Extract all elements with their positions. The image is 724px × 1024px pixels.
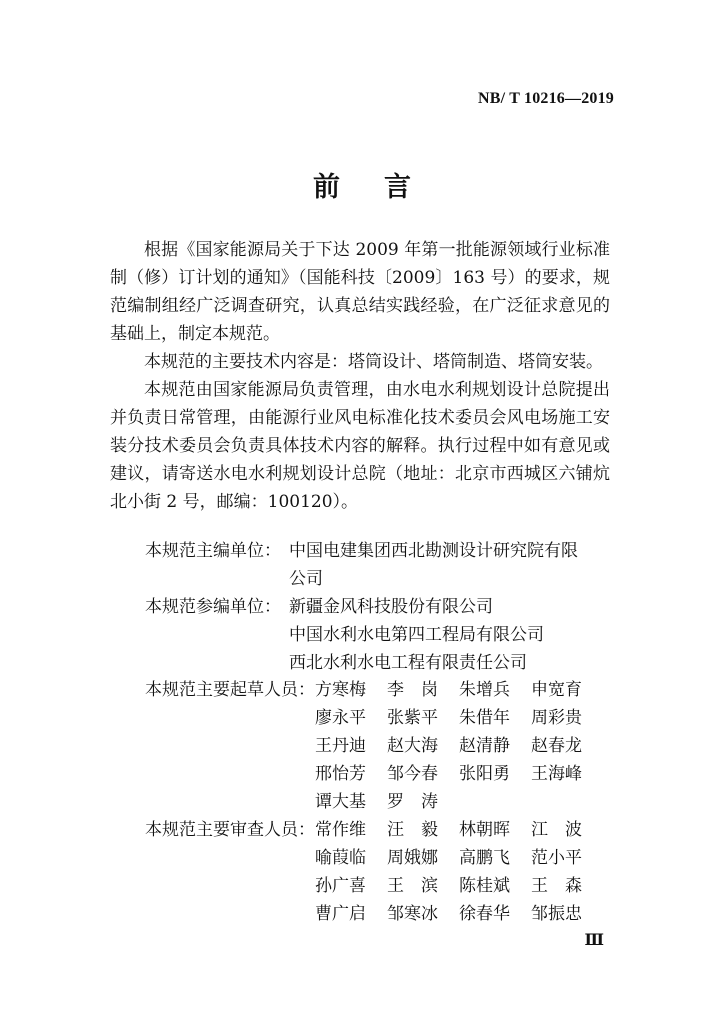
person-name: 张阳勇: [459, 764, 510, 784]
drafters-label: 本规范主要起草人员：: [145, 680, 315, 700]
person-name: 王 森: [531, 876, 582, 896]
person-name: 朱增兵: [459, 680, 510, 700]
person-name: 曹广启: [315, 904, 366, 924]
participating-unit-line: 西北水利水电工程有限责任公司: [289, 653, 527, 673]
person-name: 王海峰: [531, 764, 582, 784]
person-name: 汪 毅: [387, 820, 438, 840]
chief-unit-values: [289, 537, 619, 593]
chief-unit-label: 本规范主编单位：: [145, 541, 281, 561]
person-name: 邢怡芳: [315, 764, 366, 784]
person-name: 申宽育: [531, 680, 582, 700]
reviewers-label: 本规范主要审查人员：: [145, 820, 315, 840]
person-name: 陈桂斌: [459, 876, 510, 896]
page-number: Ⅲ: [584, 930, 604, 949]
person-name: 周彩贵: [531, 708, 582, 728]
person-name: 张紫平: [387, 708, 438, 728]
person-name: 李 岗: [387, 680, 438, 700]
person-name: 江 波: [531, 820, 582, 840]
participating-units-values: [289, 593, 619, 677]
person-name: 王丹迪: [315, 736, 366, 756]
paragraph-basis: 根据《国家能源局关于下达 2009 年第一批能源领域行业标准制（修）订计划的通知》（国能科技〔2009〕163 号）的要求，规范编制组经广泛调查研究，认真总结实践经验，在广泛征求意见的基础上，制定本规范。: [110, 240, 610, 344]
chief-unit-line: 中国电建集团西北勘测设计研究院有限: [289, 541, 578, 561]
participating-unit-line: 新疆金风科技股份有限公司: [289, 597, 493, 617]
chief-unit: [145, 537, 619, 593]
paragraph-contents: 本规范的主要技术内容是：塔筒设计、塔筒制造、塔筒安装。: [144, 352, 603, 372]
person-name: 周娥娜: [387, 848, 438, 868]
person-name: 赵清静: [459, 736, 510, 756]
standard-code: NB/ T 10216—2019: [478, 90, 614, 107]
people-section: [145, 676, 603, 928]
person-name: 谭大基: [315, 792, 366, 812]
units-section: [145, 537, 619, 677]
drafters: [145, 676, 603, 816]
person-name: 王 滨: [387, 876, 438, 896]
preface-body: [110, 236, 610, 516]
person-name: 廖永平: [315, 708, 366, 728]
person-name: 孙广喜: [315, 876, 366, 896]
person-name: 邹今春: [387, 764, 438, 784]
person-name: 邹振忠: [531, 904, 582, 924]
person-name: 范小平: [531, 848, 582, 868]
reviewers-names: [315, 816, 603, 928]
person-name: 喻葭临: [315, 848, 366, 868]
person-name: 邹寒冰: [387, 904, 438, 924]
participating-unit-line: 中国水利水电第四工程局有限公司: [289, 625, 544, 645]
reviewers: [145, 816, 603, 928]
person-name: 赵大海: [387, 736, 438, 756]
person-name: 徐春华: [459, 904, 510, 924]
person-name: 方寒梅: [315, 680, 366, 700]
page-title: 前言: [313, 172, 455, 203]
person-name: 赵春龙: [531, 736, 582, 756]
person-name: 罗 涛: [387, 792, 438, 812]
person-name: 高鹏飞: [459, 848, 510, 868]
person-name: 朱借年: [459, 708, 510, 728]
person-name: 常作维: [315, 820, 366, 840]
paragraph-management: 本规范由国家能源局负责管理，由水电水利规划设计总院提出并负责日常管理，由能源行业风电标准化技术委员会风电场施工安装分技术委员会负责具体技术内容的解释。执行过程中如有意见或建议，请寄送水电水利规划设计总院（地址：北京市西城区六铺炕北小街 2 号，邮编：100120）。: [110, 380, 610, 512]
person-name: 林朝晖: [459, 820, 510, 840]
chief-unit-line: 公司: [289, 569, 323, 589]
drafters-names: [315, 676, 603, 816]
participating-units: [145, 593, 619, 677]
participating-units-label: 本规范参编单位：: [145, 597, 281, 617]
